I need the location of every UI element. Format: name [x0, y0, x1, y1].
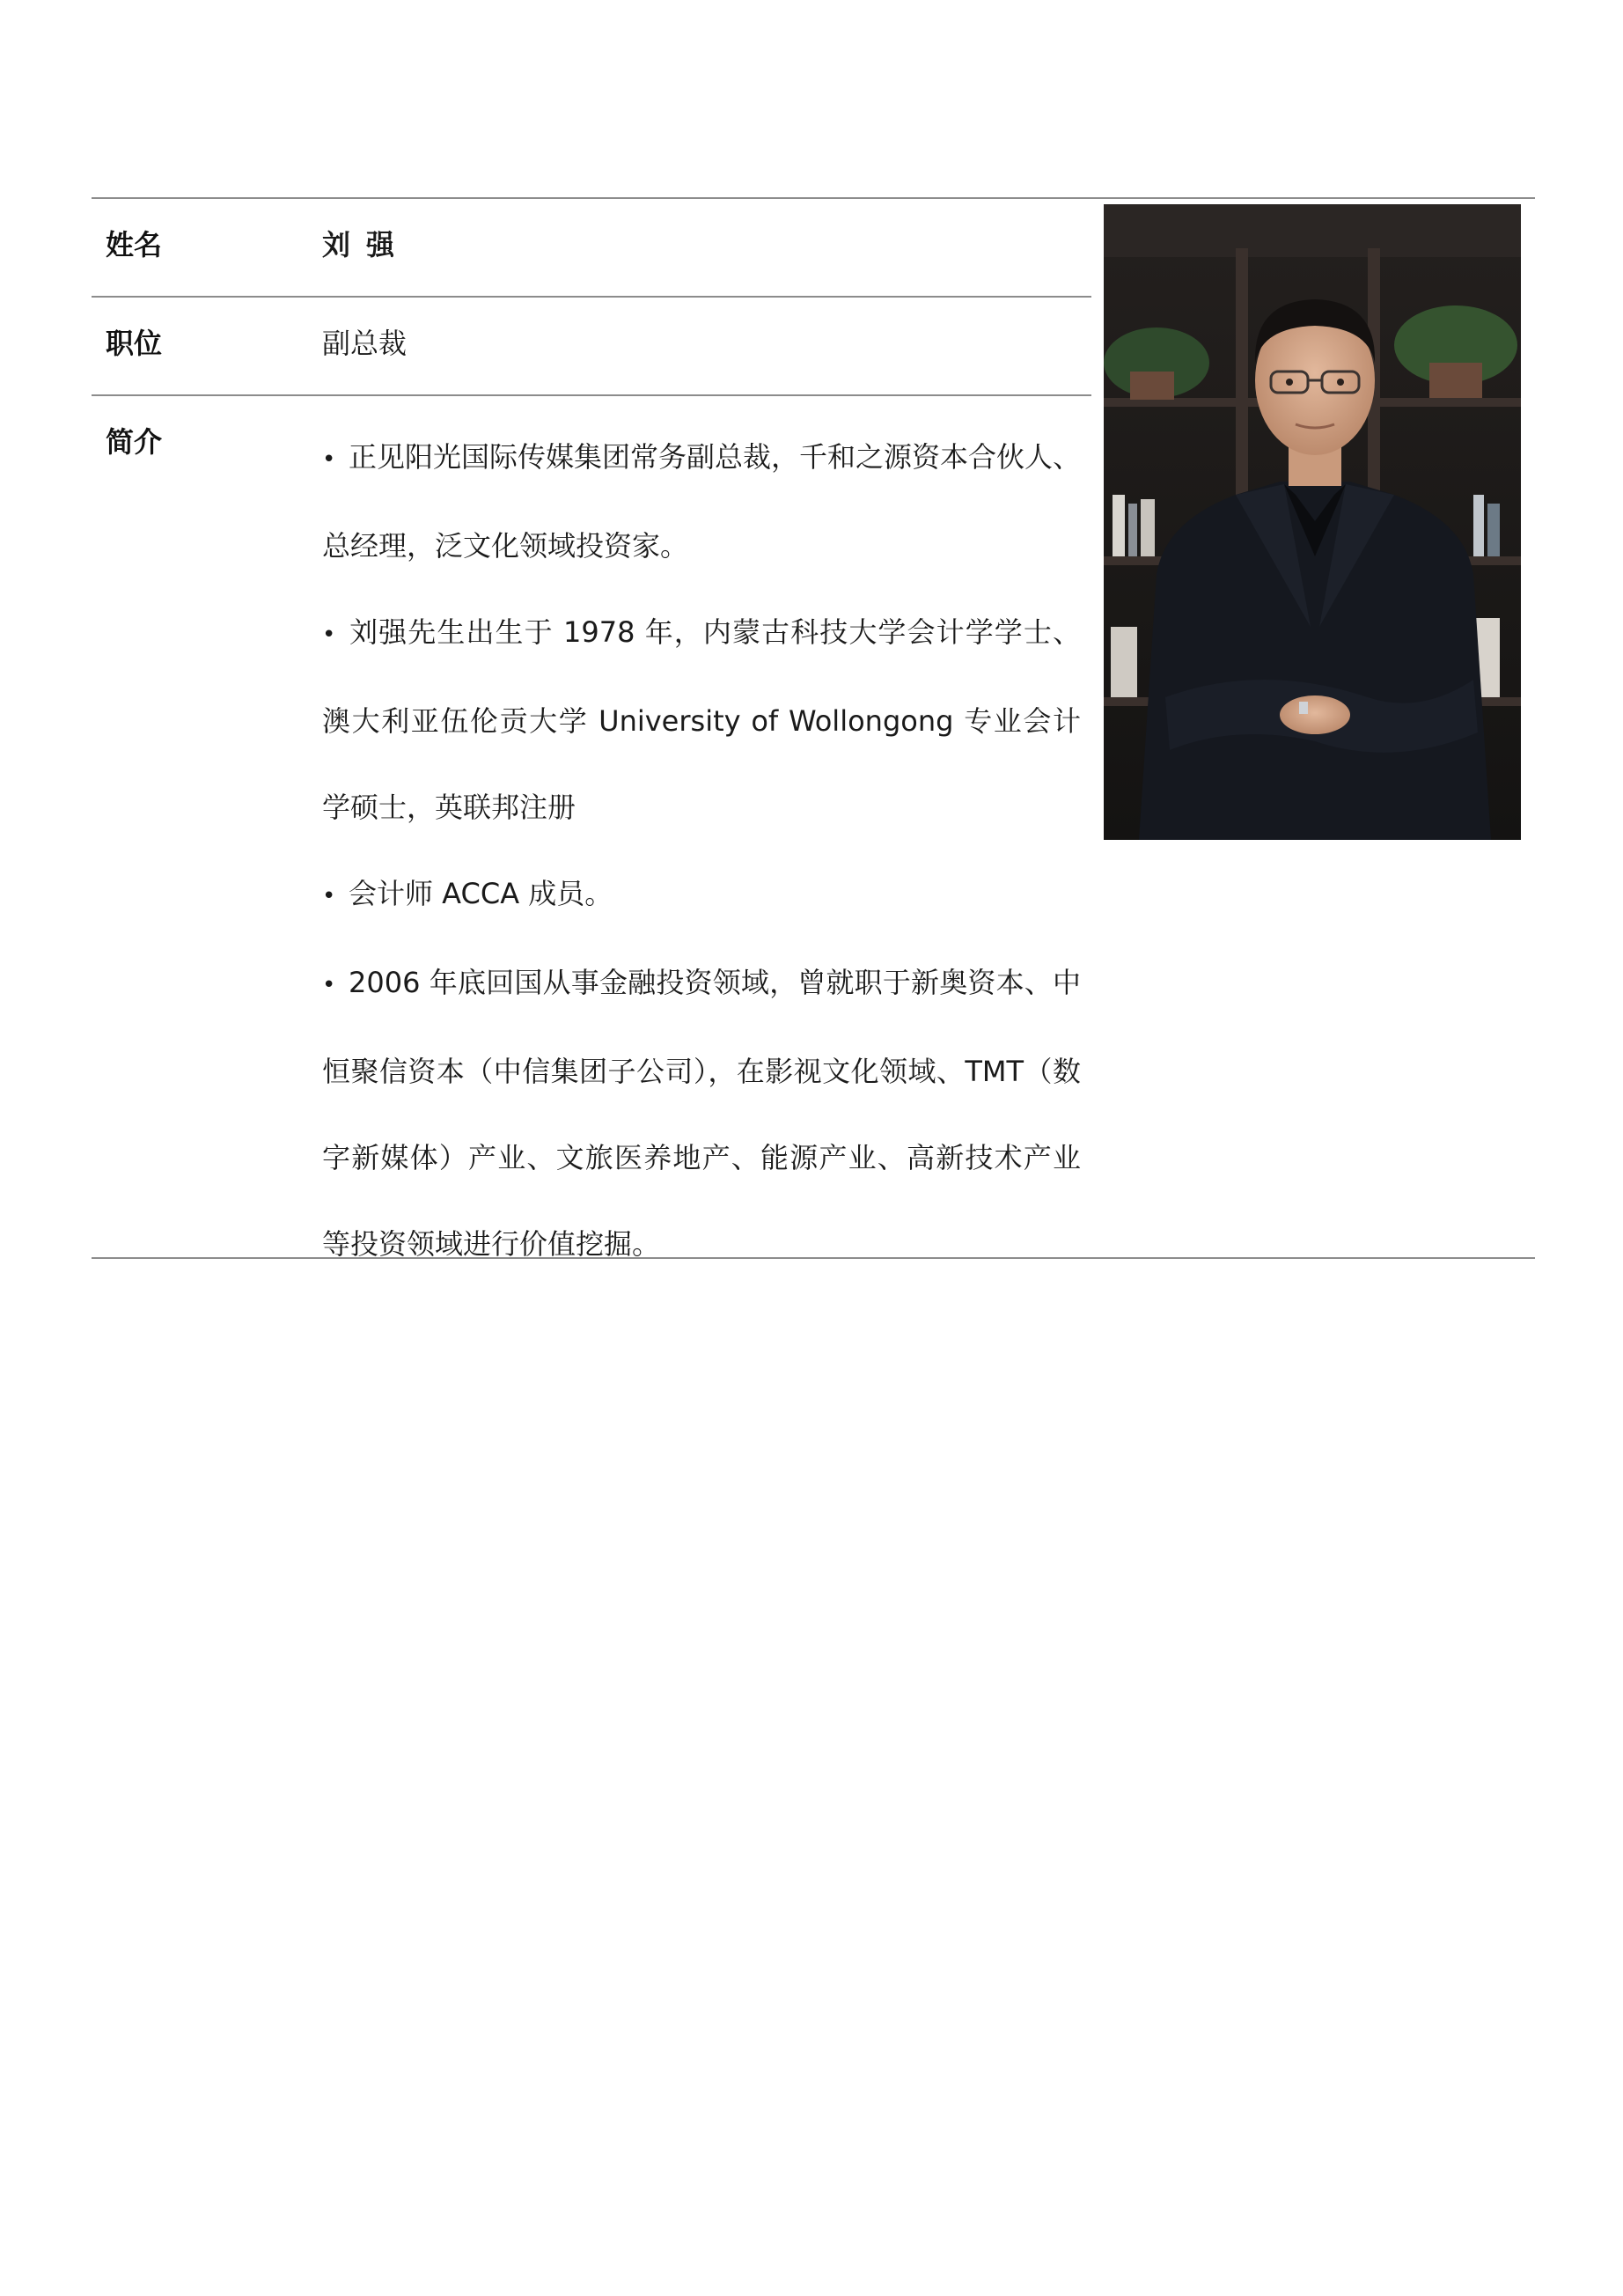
bullet-icon: •	[322, 883, 336, 909]
position-label: 职位	[106, 327, 163, 360]
position-row-rule	[92, 394, 1091, 396]
name-row-rule	[92, 296, 1091, 298]
bullet-icon: •	[322, 972, 336, 998]
top-rule	[92, 197, 1535, 199]
position-value: 副总裁	[322, 327, 408, 360]
name-value: 刘强	[322, 228, 411, 261]
bullet-icon: •	[322, 446, 336, 473]
bio-item	[322, 939, 1081, 1287]
bio-item	[322, 589, 1081, 850]
name-label: 姓名	[106, 228, 163, 261]
bio-label: 简介	[106, 425, 163, 459]
portrait-photo	[1104, 204, 1521, 840]
bullet-icon: •	[322, 622, 336, 648]
bio-item-text: 2006 年底回国从事金融投资领域，曾就职于新奥资本、中恒聚信资本（中信集团子公司），在影视文化领域、TMT（数字新媒体）产业、文旅医养地产、能源产业、高新技术产业等投资领域进行价值挖掘。	[322, 966, 1081, 1261]
portrait-illustration	[1104, 204, 1521, 840]
bio-item-text: 正见阳光国际传媒集团常务副总裁，千和之源资本合伙人、总经理，泛文化领域投资家。	[322, 440, 1082, 563]
bio-list	[322, 414, 1081, 1287]
bio-item-text: 刘强先生出生于 1978 年，内蒙古科技大学会计学学士、澳大利亚伍伦贡大学 University of Wollongong 专业会计学硕士，英联邦注册	[322, 615, 1081, 824]
bio-item	[322, 414, 1081, 589]
bio-item-text: 会计师 ACCA 成员。	[349, 877, 613, 910]
bio-item	[322, 850, 1081, 939]
